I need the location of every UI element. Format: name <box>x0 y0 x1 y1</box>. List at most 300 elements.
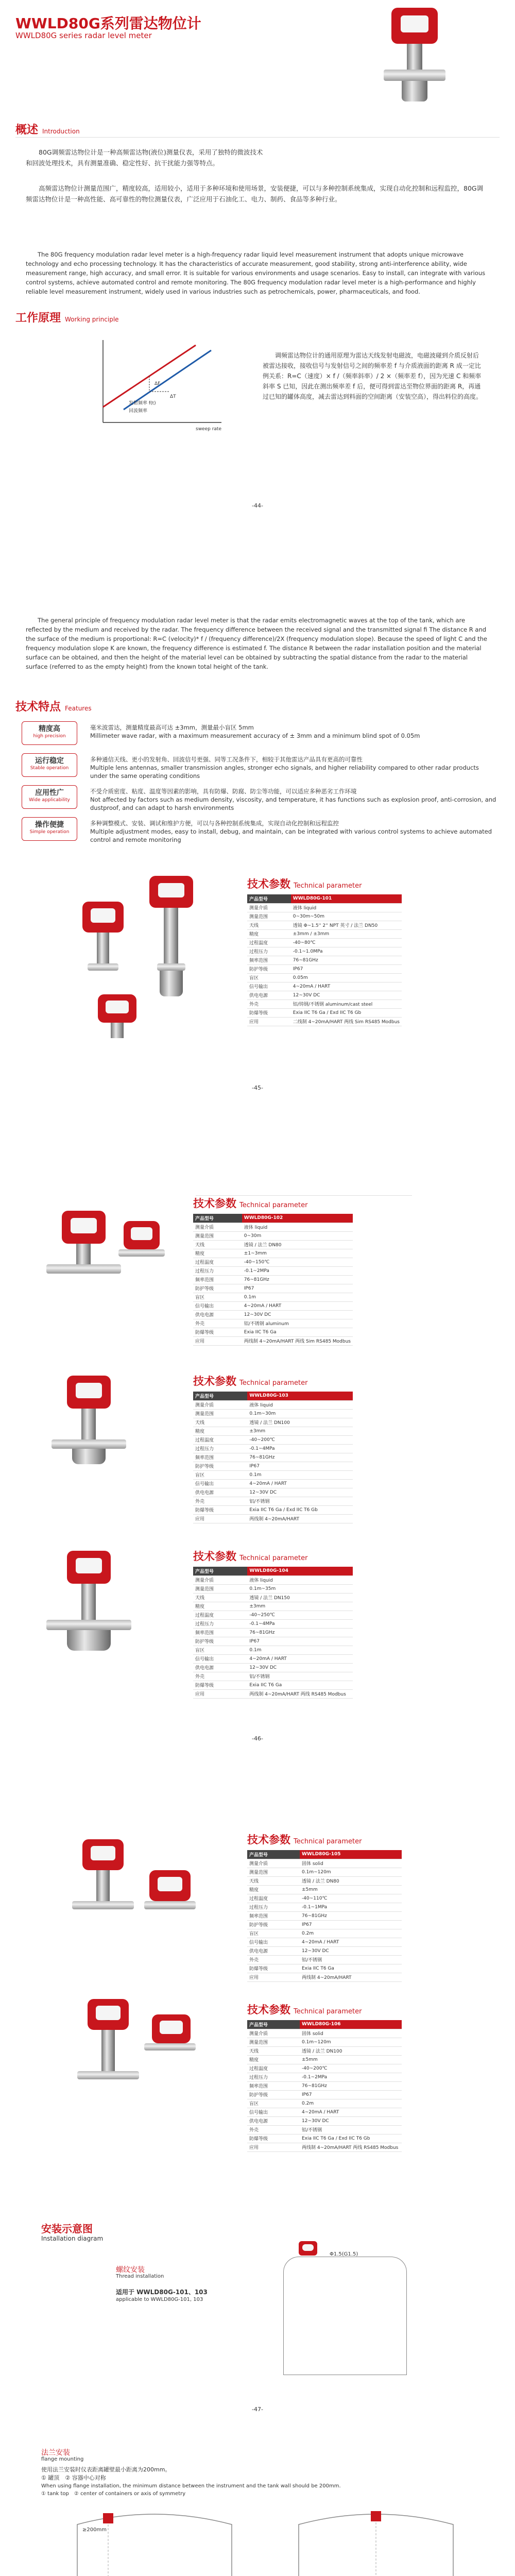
spec-row <box>247 2055 402 2064</box>
spec-row <box>193 1301 353 1310</box>
spec-key: 应用 <box>247 1017 291 1026</box>
spec-row <box>193 1392 353 1400</box>
spec-value: IP67 <box>300 2090 402 2099</box>
spec-key: 应用 <box>247 2143 300 2151</box>
spec-value: WWLD80G-103 <box>247 1392 353 1400</box>
spec-value: 0.1m~30m <box>247 1409 353 1418</box>
spec-value: 透镜 / 法兰 DN150 <box>247 1593 353 1602</box>
spec-key: 测量范围 <box>193 1231 242 1240</box>
spec-row <box>193 1584 353 1593</box>
spec-row <box>193 1611 353 1619</box>
spec-key: 信号输出 <box>247 2108 300 2116</box>
spec-key: 产品型号 <box>247 1850 300 1859</box>
spec-row <box>247 903 402 912</box>
spec-key: 外壳 <box>193 1497 247 1505</box>
page-number: -47- <box>252 2406 263 2413</box>
spec-row <box>193 1479 353 1488</box>
spec-row <box>193 1418 353 1427</box>
spec-row <box>247 2108 402 2116</box>
spec-row <box>193 1284 353 1293</box>
spec-value: 液体 liquid <box>247 1575 353 1584</box>
spec-value: -0.1~1MPa <box>300 1903 402 1911</box>
spec-row <box>247 1929 402 1938</box>
spec-key: 供电电源 <box>193 1663 247 1672</box>
spec-value: Exia IIC T6 Ga <box>247 1681 353 1689</box>
spec-row <box>247 2116 402 2125</box>
spec-row <box>247 956 402 964</box>
spec-key: 频率范围 <box>247 956 291 964</box>
spec-key: 外壳 <box>193 1319 242 1328</box>
spec-value: 0.1m~120m <box>300 2038 402 2046</box>
spec-key: 过程温度 <box>193 1435 247 1444</box>
product-image-105 <box>67 1829 201 1963</box>
spec-row <box>247 1920 402 1929</box>
spec-value: WWLD80G-101 <box>291 894 402 903</box>
spec-key: 产品型号 <box>247 894 291 903</box>
spec-value: -40~200℃ <box>247 1435 353 1444</box>
spec-row <box>193 1514 353 1523</box>
flange-install-note: 使用法兰安装时仪表距离罐壁最小距离为200mm。 ① 罐顶 ② 容器中心对称 <box>41 2466 171 2481</box>
spec-key: 供电电源 <box>247 2116 300 2125</box>
spec-row <box>193 1258 353 1266</box>
spec-row <box>193 1427 353 1435</box>
spec-row <box>247 1903 402 1911</box>
feature-tag-precision: 精度高 high precision <box>22 721 77 745</box>
spec-value: Exia IIC T6 Ga / Exd IIC T6 Gb <box>291 1008 402 1017</box>
spec-value: ±3mm / ±3mm <box>291 929 402 938</box>
spec-row <box>193 1328 353 1336</box>
spec-key: 信号输出 <box>247 982 291 991</box>
spec-key: 精度 <box>247 1885 300 1894</box>
spec-value: 4~20mA / HART <box>300 1938 402 1946</box>
spec-key: 防护等级 <box>193 1462 247 1470</box>
spec-table-heading: 技术参数 Technical parameter <box>193 1197 308 1210</box>
spec-row <box>193 1602 353 1611</box>
spec-value: 12~30V DC <box>247 1663 353 1672</box>
spec-value: 12~30V DC <box>300 1946 402 1955</box>
principle-label-2: 回波频率 <box>129 409 148 414</box>
spec-key: 频率范围 <box>193 1453 247 1462</box>
spec-row <box>193 1444 353 1453</box>
spec-value: Exia IIC T6 Ga / Exd IIC T6 Gb <box>247 1505 353 1514</box>
spec-row <box>247 999 402 1008</box>
spec-row <box>193 1336 353 1345</box>
spec-value: -40~200℃ <box>300 2064 402 2073</box>
spec-key: 过程压力 <box>193 1266 242 1275</box>
spec-key: 频率范围 <box>247 1911 300 1920</box>
spec-value: 12~30V DC <box>242 1310 353 1319</box>
spec-key: 过程温度 <box>247 938 291 947</box>
spec-table-heading: 技术参数 Technical parameter <box>193 1550 308 1563</box>
flange-install-diagram <box>72 2504 464 2576</box>
spec-row <box>247 1938 402 1946</box>
spec-key: 精度 <box>193 1602 247 1611</box>
spec-value: 铝/不锈钢 <box>247 1672 353 1681</box>
spec-row <box>247 973 402 982</box>
feature-tag-applicability: 应用性广 Wide applicability <box>22 785 77 809</box>
feature-text-operation: 多种调整模式、安装、调试和维护方便，可以与各种控制系统集成，实现自动化控制和远程监控 Multiple adjustment modes, easy to install, debug, and maintain, can be integrated with various control systems to achieve automated control and remote monitoring <box>90 820 492 843</box>
spec-row <box>193 1231 353 1240</box>
spec-key: 频率范围 <box>193 1628 247 1637</box>
spec-row <box>247 2081 402 2090</box>
spec-value: 透镜 Φ~1.5'' 2'' NPT 英寸 / 法兰 DN50 <box>291 921 402 929</box>
spec-key: 过程压力 <box>247 1903 300 1911</box>
product-image-102 <box>41 1200 175 1329</box>
spec-value: ±5mm <box>300 2055 402 2064</box>
spec-value: 二线制 4~20mA/HART 两线 Sim RS485 Modbus <box>291 1017 402 1026</box>
principle-para-en: The general principle of frequency modulation radar level meter is that the radar emits electromagnetic waves at the top of the tank, which are reflected by the medium and received by the radar. The frequency difference between the received signal and the transmitted signal fi The distance R and the surface of the medium is proportional: R=C (velocity)* f / (frequency difference)/2X (frequency modulation slope). Because the speed of light C and the frequency modulation slope K are known, the frequency difference is estimated f. The distance R between the radar installation position and the material surface can be obtained, and then the height of the material level can be obtained by subtracting the spatial distance from the radar to the material surface (referred to as the empty height) from the known total height of the tank. <box>26 617 487 670</box>
flange-install-note-en: When using flange installation, the minimum distance between the instrument and the tank wall should be 200mm. ① tank top ② center of containers or axis of symmetry <box>41 2483 341 2497</box>
spec-row <box>193 1628 353 1637</box>
spec-table-101 <box>247 876 402 1026</box>
spec-row <box>193 1462 353 1470</box>
spec-row <box>247 2134 402 2143</box>
spec-row <box>247 1955 402 1964</box>
spec-row <box>247 2090 402 2099</box>
overview-heading: 概述 Introduction <box>15 124 80 137</box>
spec-key: 防护等级 <box>193 1637 247 1646</box>
spec-key: 防爆等级 <box>247 1008 291 1017</box>
features-heading: 技术特点 Features <box>15 701 92 714</box>
spec-key: 过程压力 <box>193 1444 247 1453</box>
spec-value: Exia IIC T6 Ga <box>300 1964 402 1973</box>
feature-text-stable: 多种通信天线、更小的发射角、回波信号更强、同等工况条件下，相较于其他雷达产品具有更高的可靠性 Multiple lens antennas, smaller transmission angles, stronger echo signals, and higher reliability compared to other radar products under the same operating conditions <box>90 756 479 779</box>
spec-row <box>193 1435 353 1444</box>
spec-row <box>247 1008 402 1017</box>
spec-value: -40~150℃ <box>242 1258 353 1266</box>
spec-row <box>193 1409 353 1418</box>
spec-row <box>193 1497 353 1505</box>
spec-key: 防护等级 <box>247 964 291 973</box>
spec-row <box>193 1567 353 1575</box>
spec-value: 76~81GHz <box>300 1911 402 1920</box>
spec-row <box>247 1946 402 1955</box>
spec-row <box>193 1214 353 1223</box>
overview-para-en: The 80G frequency modulation radar level meter is a high-frequency radar liquid level measurement instrument that adopts unique microwave technology and echo processing technology. It has the characteristics of accurate measurement, good stability, strong anti-interference ability, wide measurement range, high accuracy, and small error. It is suitable for various environments and usage scenarios. Easy to install, can integrate with various control systems, achieve automated control and remote monitoring. The 80G frequency modulation radar level meter is a high-performance and highly reliable level measurement instrument, widely used in various industries such as petrochemicals, power, pharmaceuticals, and food. <box>26 251 486 295</box>
spec-value: 液体 liquid <box>242 1223 353 1231</box>
spec-key: 天线 <box>247 921 291 929</box>
product-image-106 <box>67 1994 201 2128</box>
spec-value: 0.2m <box>300 2099 402 2108</box>
spec-value: 4~20mA / HART <box>291 982 402 991</box>
spec-table-heading: 技术参数 Technical parameter <box>247 1834 362 1846</box>
spec-table-105 <box>247 1832 402 1982</box>
spec-key: 过程压力 <box>247 947 291 956</box>
spec-value: 76~81GHz <box>300 2081 402 2090</box>
spec-key: 盲区 <box>247 1929 300 1938</box>
spec-row <box>193 1689 353 1698</box>
spec-key: 测量范围 <box>247 1868 300 1876</box>
spec-key: 信号输出 <box>193 1479 247 1488</box>
spec-value: 铝/不锈钢 aluminum <box>242 1319 353 1328</box>
spec-key: 供电电源 <box>247 991 291 999</box>
spec-value: 铝/不锈钢 <box>300 1955 402 1964</box>
spec-row <box>193 1293 353 1301</box>
principle-label-3: ΔF <box>154 381 161 386</box>
spec-value: 固体 solid <box>300 1859 402 1868</box>
spec-row <box>247 2073 402 2081</box>
spec-value: 铝/不锈钢 <box>247 1497 353 1505</box>
spec-row <box>247 1911 402 1920</box>
spec-value: 4~20mA / HART <box>300 2108 402 2116</box>
spec-table-102 <box>193 1195 353 1346</box>
spec-value: WWLD80G-102 <box>242 1214 353 1223</box>
spec-value: 4~20mA / HART <box>242 1301 353 1310</box>
spec-row <box>247 964 402 973</box>
thread-dim-label: Φ1.5(G1.5) <box>330 2251 358 2257</box>
spec-row <box>247 2029 402 2038</box>
spec-row <box>247 1894 402 1903</box>
spec-key: 精度 <box>193 1427 247 1435</box>
spec-key: 测量介质 <box>247 903 291 912</box>
spec-key: 天线 <box>247 1876 300 1885</box>
spec-row <box>193 1275 353 1284</box>
overview-para-cn-2: 高频雷达物位计测量范围广，精度较高，适用较小，适用于多种环境和使用场景，安装便捷，可以与多种控制系统集成，实现自动化控制和远程监控，80G调频雷达物位计是一种高性能、高可靠性的物位测量仪表，广泛应用于石油化工、电力、制药、食品等多种行业。 <box>26 184 484 203</box>
page-number: -45- <box>252 1084 263 1091</box>
spec-value: 两线制 4~20mA/HART 两线 Sim RS485 Modbus <box>242 1336 353 1345</box>
spec-key: 防爆等级 <box>193 1505 247 1514</box>
spec-value: 铝/铸钢/不锈钢 aluminum/cast steel <box>291 999 402 1008</box>
spec-value: 透镜 / 法兰 DN100 <box>300 2046 402 2055</box>
spec-key: 防爆等级 <box>193 1328 242 1336</box>
spec-row <box>193 1400 353 1409</box>
spec-value: 透镜 / 法兰 DN80 <box>242 1240 353 1249</box>
spec-key: 天线 <box>193 1240 242 1249</box>
spec-row <box>193 1593 353 1602</box>
spec-key: 过程压力 <box>193 1619 247 1628</box>
spec-key: 应用 <box>193 1336 242 1345</box>
overview-para-cn-1: 80G调频雷达物位计是一种高频雷达物(液位)测量仪表，采用了独特的微波技术和回波处理技术，具有测量准确、稳定性好、抗干扰能力强等特点。 <box>26 148 263 167</box>
spec-value: IP67 <box>247 1462 353 1470</box>
installation-heading-en: Installation diagram <box>41 2235 104 2242</box>
spec-key: 天线 <box>247 2046 300 2055</box>
spec-value: 液体 liquid <box>247 1400 353 1409</box>
spec-value: -0.1~2MPa <box>242 1266 353 1275</box>
spec-value: IP67 <box>291 964 402 973</box>
spec-key: 产品型号 <box>193 1567 247 1575</box>
spec-row <box>247 1017 402 1026</box>
spec-row <box>247 1885 402 1894</box>
spec-key: 过程温度 <box>247 2064 300 2073</box>
spec-key: 过程温度 <box>193 1258 242 1266</box>
spec-value: 12~30V DC <box>247 1488 353 1497</box>
spec-row <box>193 1223 353 1231</box>
spec-key: 过程温度 <box>247 1894 300 1903</box>
feature-tag-operation: 操作便捷 Simple operation <box>22 817 77 841</box>
spec-row <box>193 1637 353 1646</box>
spec-row <box>247 1868 402 1876</box>
spec-key: 防护等级 <box>247 2090 300 2099</box>
spec-key: 天线 <box>193 1593 247 1602</box>
spec-key: 测量介质 <box>247 2029 300 2038</box>
feature-tag-stable: 运行稳定 Stable operation <box>22 753 77 777</box>
spec-key: 应用 <box>193 1689 247 1698</box>
spec-value: -0.1~1.0MPa <box>291 947 402 956</box>
spec-row <box>247 929 402 938</box>
spec-value: 固体 solid <box>300 2029 402 2038</box>
spec-key: 信号输出 <box>193 1301 242 1310</box>
spec-key: 频率范围 <box>193 1275 242 1284</box>
spec-value: 0~30m~50m <box>291 912 402 921</box>
spec-value: 0.1m <box>247 1646 353 1654</box>
spec-key: 产品型号 <box>193 1392 247 1400</box>
spec-key: 频率范围 <box>247 2081 300 2090</box>
spec-value: 12~30V DC <box>291 991 402 999</box>
spec-value: 透镜 / 法兰 DN100 <box>247 1418 353 1427</box>
spec-value: 4~20mA / HART <box>247 1654 353 1663</box>
principle-label-5: sweep rate <box>196 427 221 432</box>
spec-value: 0.1m <box>242 1293 353 1301</box>
spec-row <box>193 1654 353 1663</box>
thread-install-title: 螺纹安装 <box>116 2266 145 2274</box>
spec-row <box>247 2143 402 2151</box>
spec-key: 应用 <box>247 1973 300 1981</box>
thread-install-note-en: applicable to WWLD80G-101, 103 <box>116 2297 203 2302</box>
product-image-104 <box>41 1546 175 1680</box>
spec-row <box>193 1672 353 1681</box>
spec-key: 测量介质 <box>247 1859 300 1868</box>
spec-table-103 <box>193 1373 353 1523</box>
spec-value: 透镜 / 法兰 DN80 <box>300 1876 402 1885</box>
spec-key: 供电电源 <box>193 1310 242 1319</box>
spec-value: 0.05m <box>291 973 402 982</box>
spec-table-106 <box>247 2002 402 2152</box>
spec-value: 0.1m <box>247 1470 353 1479</box>
spec-key: 测量范围 <box>247 2038 300 2046</box>
spec-key: 精度 <box>247 2055 300 2064</box>
feature-text-precision: 毫米波雷达，测量精度最高可达 ±3mm，测量最小盲区 5mm Millimeter wave radar, with a maximum measurement accuracy of ± 3mm and a minimum blind spot of 0.05m <box>90 724 420 739</box>
spec-value: 两线制 4~20mA/HART <box>300 1973 402 1981</box>
installation-heading: 安装示意图 <box>41 2223 93 2235</box>
page-number: -46- <box>252 1735 263 1742</box>
thread-install-title-en: Thread installation <box>116 2274 164 2279</box>
spec-value: 0.1m~120m <box>300 1868 402 1876</box>
flange-install-title-en: flange mounting <box>41 2456 84 2462</box>
principle-para-cn: 调频雷达物位计的通用原理为雷达天线发射电磁波，电磁波碰到介质反射后被雷达接收，接收信号与发射信号之间的频率差 f 与介质液面的距离 R 成一定比例关系：R=C（速度）× f /（频率斜率）/ 2 ×（频率差 f），因为光速 C 和频率斜率 S 已知，因此在测出频率差 f 后，便可得到雷达至物位界面的距离 R，再通过已知的罐体高度，减去雷达到料面的空间距离（安装空高），得出料位的高度。 <box>263 352 483 400</box>
thread-install-note: 适用于 WWLD80G-101、103 <box>116 2289 208 2296</box>
spec-key: 盲区 <box>193 1646 247 1654</box>
spec-key: 防爆等级 <box>193 1681 247 1689</box>
spec-row <box>193 1319 353 1328</box>
spec-row <box>247 2125 402 2134</box>
flange-dim-label: ≥200mm <box>82 2527 107 2533</box>
spec-value: -40~80℃ <box>291 938 402 947</box>
spec-row <box>247 2099 402 2108</box>
spec-key: 信号输出 <box>247 1938 300 1946</box>
spec-value: 76~81GHz <box>242 1275 353 1284</box>
spec-key: 外壳 <box>247 1955 300 1964</box>
spec-key: 盲区 <box>247 2099 300 2108</box>
spec-key: 精度 <box>193 1249 242 1258</box>
spec-value: -0.1~2MPa <box>300 2073 402 2081</box>
spec-key: 信号输出 <box>193 1654 247 1663</box>
spec-row <box>247 1973 402 1981</box>
principle-label-1: 发射频率 f(t) <box>129 401 156 406</box>
spec-key: 测量介质 <box>193 1223 242 1231</box>
spec-row <box>193 1663 353 1672</box>
spec-row <box>247 938 402 947</box>
spec-table-heading: 技术参数 Technical parameter <box>247 878 362 890</box>
spec-key: 供电电源 <box>193 1488 247 1497</box>
spec-row <box>247 2064 402 2073</box>
spec-value: 76~81GHz <box>291 956 402 964</box>
page-number: -44- <box>252 502 263 509</box>
spec-value: 12~30V DC <box>300 2116 402 2125</box>
spec-value: ±5mm <box>300 1885 402 1894</box>
spec-row <box>247 1964 402 1973</box>
spec-key: 产品型号 <box>247 2020 300 2029</box>
spec-key: 供电电源 <box>247 1946 300 1955</box>
spec-key: 盲区 <box>193 1470 247 1479</box>
spec-row <box>193 1575 353 1584</box>
spec-row <box>247 1876 402 1885</box>
spec-value: 0~30m <box>242 1231 353 1240</box>
spec-row <box>193 1240 353 1249</box>
page-title: WWLD80G系列雷达物位计 <box>15 15 201 32</box>
spec-row <box>247 991 402 999</box>
spec-value: -40~110℃ <box>300 1894 402 1903</box>
spec-row <box>193 1470 353 1479</box>
spec-row <box>247 894 402 903</box>
spec-row <box>193 1619 353 1628</box>
spec-key: 测量范围 <box>193 1584 247 1593</box>
spec-key: 测量范围 <box>193 1409 247 1418</box>
spec-value: -0.1~4MPa <box>247 1444 353 1453</box>
hero-product-image <box>355 8 479 106</box>
spec-row <box>193 1488 353 1497</box>
spec-value: 0.1m~35m <box>247 1584 353 1593</box>
spec-table-heading: 技术参数 Technical parameter <box>247 2004 362 2016</box>
spec-row <box>193 1249 353 1258</box>
feature-text-applicability: 不受介质密度、粘度、温度等因素的影响，具有防爆、防腐、防尘等功能，可以适应多种恶劣工作环境 Not affected by factors such as medium density, viscosity, and temperature, it has functions such as explosion proof, anti-corrosion, and dustproof, and can adapt to harsh environments <box>90 788 496 811</box>
spec-key: 盲区 <box>193 1293 242 1301</box>
spec-row <box>193 1310 353 1319</box>
spec-value: 76~81GHz <box>247 1453 353 1462</box>
spec-key: 过程压力 <box>247 2073 300 2081</box>
spec-value: 两线制 4~20mA/HART 两线 RS485 Modbus <box>247 1689 353 1698</box>
spec-value: IP67 <box>247 1637 353 1646</box>
principle-label-4: ΔT <box>170 394 176 399</box>
spec-row <box>247 2020 402 2029</box>
product-image-101 <box>72 866 227 1041</box>
spec-value: IP67 <box>242 1284 353 1293</box>
spec-value: IP67 <box>300 1920 402 1929</box>
spec-value: 76~81GHz <box>247 1628 353 1637</box>
spec-row <box>247 1850 402 1859</box>
spec-value: -0.1~4MPa <box>247 1619 353 1628</box>
flange-install-title: 法兰安装 <box>41 2449 70 2457</box>
spec-key: 应用 <box>193 1514 247 1523</box>
spec-row <box>247 982 402 991</box>
spec-row <box>247 1859 402 1868</box>
principle-heading: 工作原理 Working principle <box>15 312 119 325</box>
spec-table-heading: 技术参数 Technical parameter <box>193 1375 308 1387</box>
spec-row <box>193 1505 353 1514</box>
page-subtitle: WWLD80G series radar level meter <box>15 31 152 40</box>
spec-row <box>247 947 402 956</box>
product-image-103 <box>41 1370 175 1499</box>
spec-key: 外壳 <box>193 1672 247 1681</box>
thread-install-diagram <box>283 2251 417 2391</box>
spec-row <box>193 1266 353 1275</box>
spec-value: 铝/不锈钢 <box>300 2125 402 2134</box>
spec-key: 防护等级 <box>193 1284 242 1293</box>
spec-value: 液体 liquid <box>291 903 402 912</box>
spec-key: 盲区 <box>247 973 291 982</box>
spec-value: 4~20mA / HART <box>247 1479 353 1488</box>
spec-value: WWLD80G-105 <box>300 1850 402 1859</box>
spec-key: 防护等级 <box>247 1920 300 1929</box>
